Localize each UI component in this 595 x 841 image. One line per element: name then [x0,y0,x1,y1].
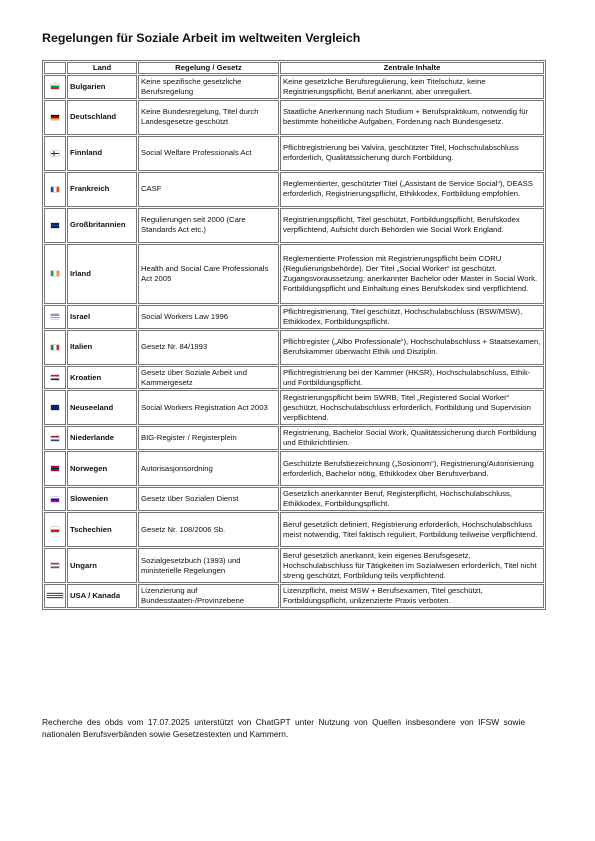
israel-flag-icon [51,314,59,319]
cell-inhalte: Gesetzlich anerkannter Beruf, Registerpflicht, Hochschulabschluss, Ethikkodex, Fortbildungspflicht. [280,487,544,511]
cell-inhalte: Pflichtregistrierung bei der Kammer (HKSR), Hochschulabschluss, Ethik- und Fortbildungspflicht. [280,366,544,390]
cell-inhalte: Staatliche Anerkennung nach Studium + Berufspraktikum, notwendig für bestimmte hoheitliche Aufgaben, Forderung nach Bundesgesetz. [280,100,544,135]
cell-regelung: CASF [138,172,279,207]
ireland-flag-icon [51,271,59,276]
table-row [44,390,544,425]
cell-land: Finnland [67,136,137,171]
table-row [44,487,544,511]
table-row [44,136,544,171]
cell-land: Frankreich [67,172,137,207]
new-zealand-flag-icon [51,405,59,410]
cell-inhalte: Registrierungspflicht beim SWRB, Titel „Registered Social Worker“ geschützt, Hochschulabschluss erforderlich, Fortbildung und Supervision verpflichtend. [280,390,544,425]
cell-regelung: Gesetz Nr. 108/2006 Sb. [138,512,279,547]
header-flag [44,62,66,74]
netherlands-flag-icon [51,436,59,441]
germany-flag-icon [51,115,59,120]
flag-cell [44,330,66,365]
cell-land: Italien [67,330,137,365]
uk-flag-icon [51,223,59,228]
flag-cell [44,487,66,511]
table-row [44,548,544,583]
flag-cell [44,366,66,390]
slovenia-flag-icon [51,497,59,502]
header-inhalte: Zentrale Inhalte [280,62,544,74]
cell-inhalte: Beruf gesetzlich definiert, Registrierung erforderlich, Hochschulabschluss meist notwendig, Titel faktisch reguliert, Fortbildung teilweise verpflichtend. [280,512,544,547]
table-row [44,100,544,135]
cell-regelung: Health and Social Care Professionals Act 2005 [138,244,279,304]
table-body [44,75,544,608]
hungary-flag-icon [51,563,59,568]
flag-cell [44,75,66,99]
table-row [44,75,544,99]
finland-flag-icon [51,151,59,156]
table-row [44,451,544,486]
cell-inhalte: Geschützte Berufsbezeichnung („Sosionom“), Registrierung/Autorisierung erforderlich, Bachelor nötig, Ethikkodex über Berufsverband. [280,451,544,486]
cell-land: Bulgarien [67,75,137,99]
source-note: Recherche des obds vom 17.07.2025 unterstützt von ChatGPT unter Nutzung von Quellen insbesondere von IFSW sowie nationalen Berufsverbänden sowie Gesetzestexten und Kammern. [42,717,525,740]
norway-flag-icon [51,466,59,471]
czech-flag-icon [51,527,59,532]
cell-land: Irland [67,244,137,304]
table-row [44,244,544,304]
cell-land: Ungarn [67,548,137,583]
flag-cell [44,305,66,329]
cell-land: Norwegen [67,451,137,486]
cell-inhalte: Reglementierter, geschützter Titel („Assistant de Service Social“), DEASS erforderlich, Registrierungspflicht, Ethikkodex, Fortbildung empfohlen. [280,172,544,207]
cell-inhalte: Registrierung, Bachelor Social Work, Qualitätssicherung durch Fortbildung und Ethikrichtlinien. [280,426,544,450]
cell-regelung: Social Workers Registration Act 2003 [138,390,279,425]
table-row [44,512,544,547]
cell-inhalte: Pflichtregister („Albo Professionale“), Hochschulabschluss + Staatsexamen, Berufskammer überwacht Ethik und Disziplin. [280,330,544,365]
croatia-flag-icon [51,375,59,380]
table-row [44,208,544,243]
cell-regelung: BIG-Register / Registerplein [138,426,279,450]
usa-canada-flag-icon [47,593,63,598]
cell-regelung: Keine spezifische gesetzliche Berufsregelung [138,75,279,99]
comparison-table [42,60,546,610]
cell-regelung: Social Workers Law 1996 [138,305,279,329]
table-row [44,172,544,207]
header-regelung: Regelung / Gesetz [138,62,279,74]
cell-regelung: Gesetz Nr. 84/1993 [138,330,279,365]
cell-land: USA / Kanada [67,584,137,608]
flag-cell [44,451,66,486]
cell-inhalte: Pflichtregistrierung, Titel geschützt, Hochschulabschluss (BSW/MSW), Ethikkodex, Fortbildungspflicht. [280,305,544,329]
cell-inhalte: Lizenzpflicht, meist MSW + Berufsexamen, Titel geschützt, Fortbildungspflicht, unlizenzierte Praxis verboten. [280,584,544,608]
table-row [44,305,544,329]
cell-land: Slowenien [67,487,137,511]
cell-land: Kroatien [67,366,137,390]
flag-cell [44,172,66,207]
flag-cell [44,136,66,171]
cell-regelung: Social Welfare Professionals Act [138,136,279,171]
cell-regelung: Regulierungen seit 2000 (Care Standards Act etc.) [138,208,279,243]
cell-regelung: Sozialgesetzbuch (1993) und ministerielle Regelungen [138,548,279,583]
cell-land: Neuseeland [67,390,137,425]
cell-land: Großbritannien [67,208,137,243]
flag-cell [44,426,66,450]
cell-inhalte: Beruf gesetzlich anerkannt, kein eigenes Berufsgesetz, Hochschulabschluss für Tätigkeiten im Sozialwesen erforderlich, Titel nicht streng geschützt, Fortbildung teils verpflichtend. [280,548,544,583]
flag-cell [44,208,66,243]
italy-flag-icon [51,345,59,350]
flag-cell [44,100,66,135]
cell-land: Niederlande [67,426,137,450]
header-land: Land [67,62,137,74]
cell-regelung: Autorisasjonsordning [138,451,279,486]
cell-inhalte: Keine gesetzliche Berufsregulierung, kein Titelschutz, keine Registrierungspflicht, Beruf anerkannt, aber unreguliert. [280,75,544,99]
cell-inhalte: Registrierungspflicht, Titel geschützt, Fortbildungspflicht, Berufskodex verpflichtend, Aufsicht durch Behörden wie Social Work England. [280,208,544,243]
cell-inhalte: Pflichtregistrierung bei Valvira, geschützter Titel, Hochschulabschluss erforderlich, Qualitätssicherung durch Fortbildung. [280,136,544,171]
table-row [44,584,544,608]
page-title: Regelungen für Soziale Arbeit im weltweiten Vergleich [42,31,361,45]
cell-regelung: Keine Bundesregelung, Titel durch Landesgesetze geschützt [138,100,279,135]
cell-land: Deutschland [67,100,137,135]
cell-regelung: Gesetz über Soziale Arbeit und Kammergesetz [138,366,279,390]
flag-cell [44,244,66,304]
cell-regelung: Gesetz über Sozialen Dienst [138,487,279,511]
table-row [44,426,544,450]
flag-cell [44,548,66,583]
flag-cell [44,390,66,425]
table-header-row [44,62,544,74]
cell-land: Israel [67,305,137,329]
france-flag-icon [51,187,59,192]
table-row [44,330,544,365]
table-row [44,366,544,390]
flag-cell [44,512,66,547]
bulgaria-flag-icon [51,84,59,89]
flag-cell [44,584,66,608]
cell-inhalte: Reglementierte Profession mit Registrierungspflicht beim CORU (Regulierungsbehörde). Der Titel „Social Worker“ ist geschützt. Zugangsvoraussetzung: anerkannter Bachelor oder Master in Social Work. Fortbildungspflicht und Einhaltung eines Berufskodex sind verpflichtend. [280,244,544,304]
cell-regelung: Lizenzierung auf Bundesstaaten-/Provinzebene [138,584,279,608]
cell-land: Tschechien [67,512,137,547]
